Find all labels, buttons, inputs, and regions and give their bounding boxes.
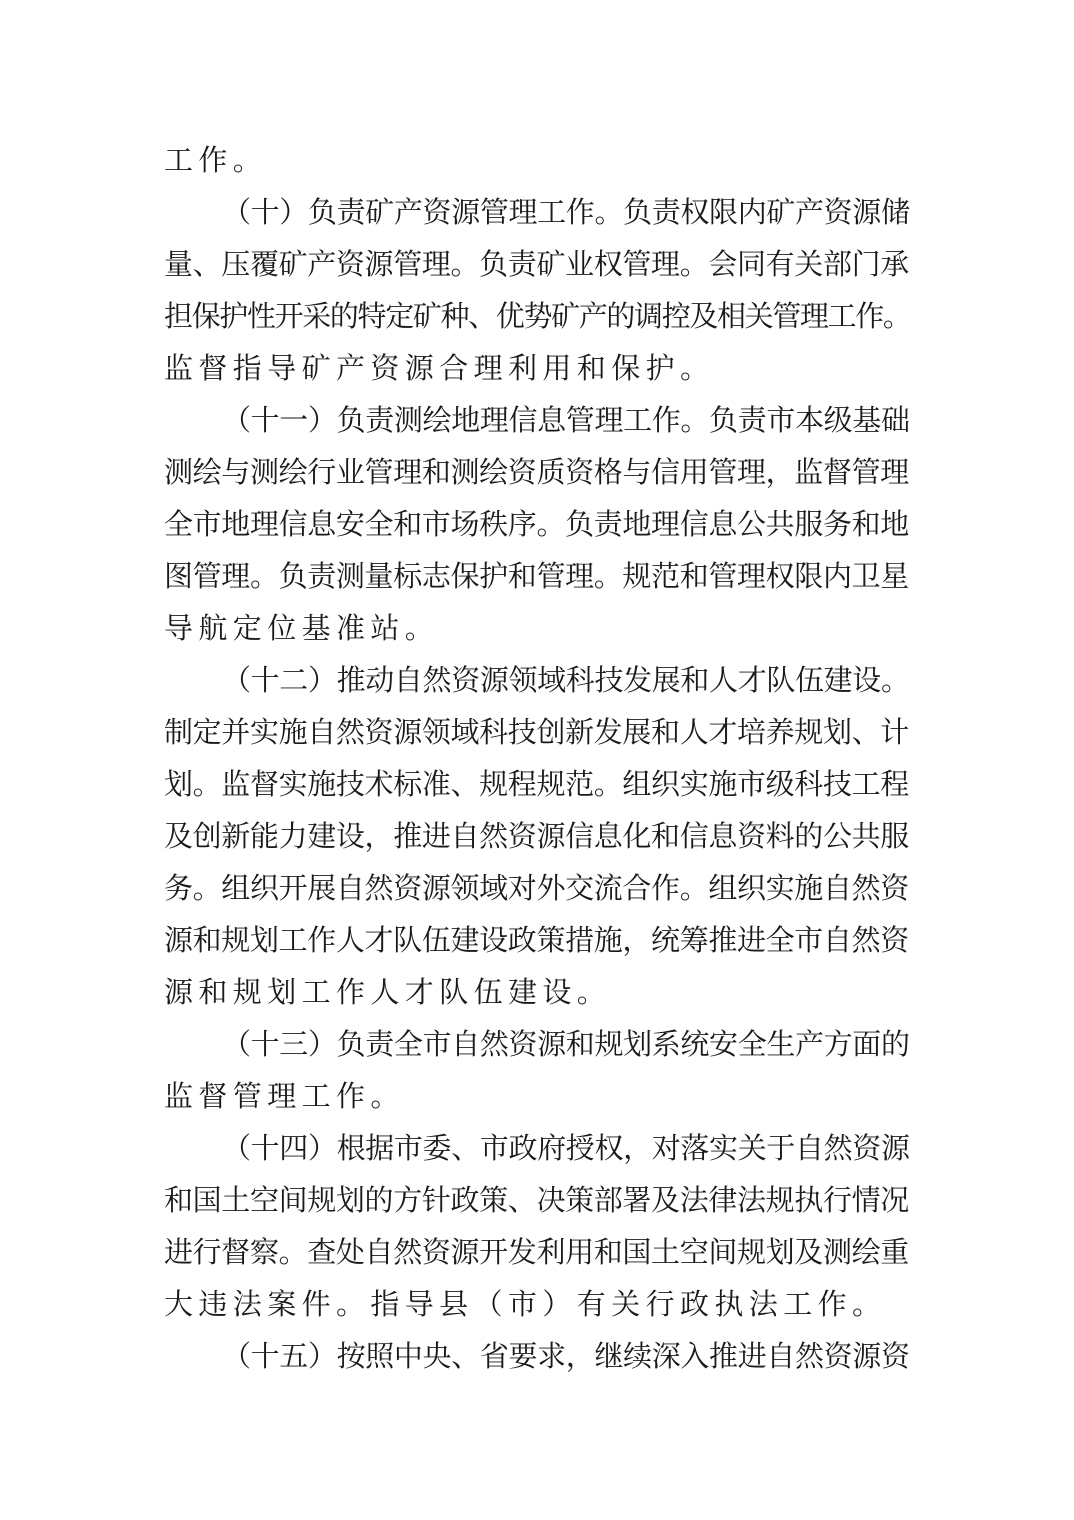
text-line: 制定并实施自然资源领域科技创新发展和人才培养规划、计	[164, 715, 909, 749]
text-line: 及创新能力建设，推进自然资源信息化和信息资料的公共服	[164, 819, 909, 853]
text-line: 和国土空间规划的方针政策、决策部署及法律法规执行情况	[164, 1183, 909, 1217]
text-line: 工作。	[164, 143, 268, 177]
text-line: 量、压覆矿产资源管理。负责矿业权管理。会同有关部门承	[164, 247, 909, 281]
text-line: 划。监督实施技术标准、规程规范。组织实施市级科技工程	[164, 767, 909, 801]
text-line: 源和规划工作人才队伍建设。	[164, 975, 612, 1009]
text-line: 导航定位基准站。	[164, 611, 440, 645]
document-body	[164, 134, 914, 1382]
text-line: 测绘与测绘行业管理和测绘资质资格与信用管理，监督管理	[164, 455, 909, 489]
text-line: 监督指导矿产资源合理利用和保护。	[164, 351, 715, 385]
text-line: （十二）推动自然资源领域科技发展和人才队伍建设。	[222, 663, 910, 697]
text-line: 全市地理信息安全和市场秩序。负责地理信息公共服务和地	[164, 507, 909, 541]
text-line: （十三）负责全市自然资源和规划系统安全生产方面的	[222, 1027, 910, 1061]
text-line: 图管理。负责测量标志保护和管理。规范和管理权限内卫星	[164, 559, 909, 593]
text-line: 大违法案件。指导县（市）有关行政执法工作。	[164, 1287, 887, 1321]
text-line: （十）负责矿产资源管理工作。负责权限内矿产资源储	[222, 195, 910, 229]
text-line: 源和规划工作人才队伍建设政策措施，统筹推进全市自然资	[164, 923, 909, 957]
text-line: （十四）根据市委、市政府授权，对落实关于自然资源	[222, 1131, 910, 1165]
text-line: 进行督察。查处自然资源开发利用和国土空间规划及测绘重	[164, 1235, 909, 1269]
text-line: （十一）负责测绘地理信息管理工作。负责市本级基础	[222, 403, 910, 437]
text-line: 担保护性开采的特定矿种、优势矿产的调控及相关管理工作。	[164, 299, 911, 333]
text-line: （十五）按照中央、省要求，继续深入推进自然资源资	[222, 1339, 910, 1373]
text-line: 务。组织开展自然资源领域对外交流合作。组织实施自然资	[164, 871, 909, 905]
text-line: 监督管理工作。	[164, 1079, 405, 1113]
